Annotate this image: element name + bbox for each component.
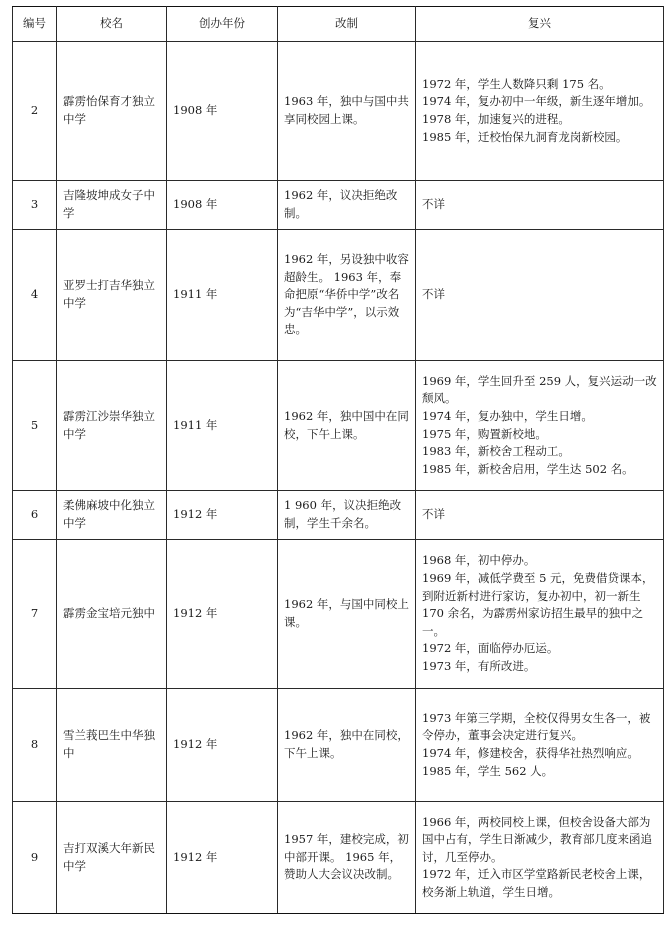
school-name: 吉隆坡坤成女子中学 (57, 181, 167, 230)
row-num: 7 (13, 540, 57, 689)
row-num: 5 (13, 361, 57, 491)
revival-entry: 不详 (422, 287, 445, 302)
row-num: 9 (13, 802, 57, 914)
table-row (13, 361, 664, 491)
table-row (13, 802, 664, 914)
row-num: 2 (13, 42, 57, 181)
school-name: 霹雳怡保育才独立中学 (57, 42, 167, 181)
header-reform: 改制 (278, 7, 416, 42)
revival-note (416, 491, 664, 540)
reform-note: 1957 年，建校完成，初中部开课。 1965 年，赞助人大会议决改制。 (278, 802, 416, 914)
founding-year: 1912 年 (167, 491, 278, 540)
reform-note: 1962 年，另设独中收容超龄生。 1963 年，奉命把原“华侨中学”改名为“吉华中学”，以示效忠。 (278, 230, 416, 361)
revival-note (416, 802, 664, 914)
row-num: 8 (13, 689, 57, 802)
revival-entry: 1985 年，新校舍启用，学生达 502 名。 (422, 461, 634, 476)
school-history-table (12, 6, 664, 914)
table-row (13, 491, 664, 540)
revival-entry: 1972 年，面临停办厄运。 (422, 641, 559, 656)
table-row (13, 42, 664, 181)
school-name: 霹雳江沙崇华独立中学 (57, 361, 167, 491)
revival-entry: 不详 (422, 197, 445, 212)
school-name: 亚罗士打吉华独立中学 (57, 230, 167, 361)
revival-entry: 不详 (422, 507, 445, 522)
revival-entry: 1972 年，学生人数降只剩 175 名。 (422, 76, 611, 91)
table-row (13, 540, 664, 689)
founding-year: 1911 年 (167, 361, 278, 491)
reform-note: 1962 年，议决拒绝改制。 (278, 181, 416, 230)
school-name: 柔佛麻坡中化独立中学 (57, 491, 167, 540)
revival-entry: 1973 年，有所改进。 (422, 658, 536, 673)
revival-note (416, 181, 664, 230)
school-name: 吉打双溪大年新民中学 (57, 802, 167, 914)
revival-note (416, 361, 664, 491)
table-row (13, 181, 664, 230)
header-num: 编号 (13, 7, 57, 42)
reform-note: 1963 年，独中与国中共享同校园上课。 (278, 42, 416, 181)
revival-entry: 1966 年，两校同校上课，但校舍设备大部为国中占有，学生日渐减少，教育部几度来函追讨，几至停办。 (422, 814, 652, 864)
founding-year: 1912 年 (167, 689, 278, 802)
revival-entry: 1969 年，减低学费至 5 元，免费借贷课本，到附近新村进行家访，复办初中，初一新生 170 余名，为霹雳州家访招生最早的独中之一。 (422, 571, 654, 638)
table-row (13, 230, 664, 361)
revival-entry: 1968 年，初中停办。 (422, 553, 536, 568)
reform-note: 1962 年，独中国中在同校，下午上课。 (278, 361, 416, 491)
revival-entry: 1985 年，学生 562 人。 (422, 763, 554, 778)
school-name: 雪兰莪巴生中华独中 (57, 689, 167, 802)
school-name: 霹雳金宝培元独中 (57, 540, 167, 689)
revival-note (416, 42, 664, 181)
founding-year: 1908 年 (167, 181, 278, 230)
revival-note (416, 689, 664, 802)
header-name: 校名 (57, 7, 167, 42)
revival-entry: 1974 年，修建校舍，获得华社热烈响应。 (422, 746, 639, 760)
revival-entry: 1969 年，学生回升至 259 人，复兴运动一改颓风。 (422, 373, 657, 406)
revival-entry: 1978 年，加速复兴的进程。 (422, 112, 570, 126)
reform-note: 1962 年，独中在同校，下午上课。 (278, 689, 416, 802)
revival-entry: 1972 年，迁入市区学堂路新民老校舍上课，校务渐上轨道，学生日增。 (422, 867, 651, 899)
founding-year: 1912 年 (167, 802, 278, 914)
row-num: 4 (13, 230, 57, 361)
revival-entry: 1974 年，复办初中一年级，新生逐年增加。 (422, 94, 651, 109)
table-row (13, 689, 664, 802)
reform-note: 1962 年，与国中同校上课。 (278, 540, 416, 689)
revival-entry: 1973 年第三学期，全校仅得男女生各一，被令停办，董事会决定进行复兴。 (422, 710, 651, 743)
founding-year: 1911 年 (167, 230, 278, 361)
header-row (13, 7, 664, 42)
revival-entry: 1985 年，迁校怡保九洞育龙岗新校园。 (422, 129, 628, 144)
revival-note (416, 230, 664, 361)
founding-year: 1908 年 (167, 42, 278, 181)
row-num: 6 (13, 491, 57, 540)
header-revival: 复兴 (416, 7, 664, 42)
revival-note (416, 540, 664, 689)
revival-entry: 1975 年，购置新校地。 (422, 426, 547, 441)
header-year: 创办年份 (167, 7, 278, 42)
revival-entry: 1983 年，新校舍工程动工。 (422, 444, 570, 459)
reform-note: 1 960 年，议决拒绝改制，学生千余名。 (278, 491, 416, 540)
founding-year: 1912 年 (167, 540, 278, 689)
revival-entry: 1974 年，复办独中，学生日增。 (422, 408, 593, 423)
row-num: 3 (13, 181, 57, 230)
